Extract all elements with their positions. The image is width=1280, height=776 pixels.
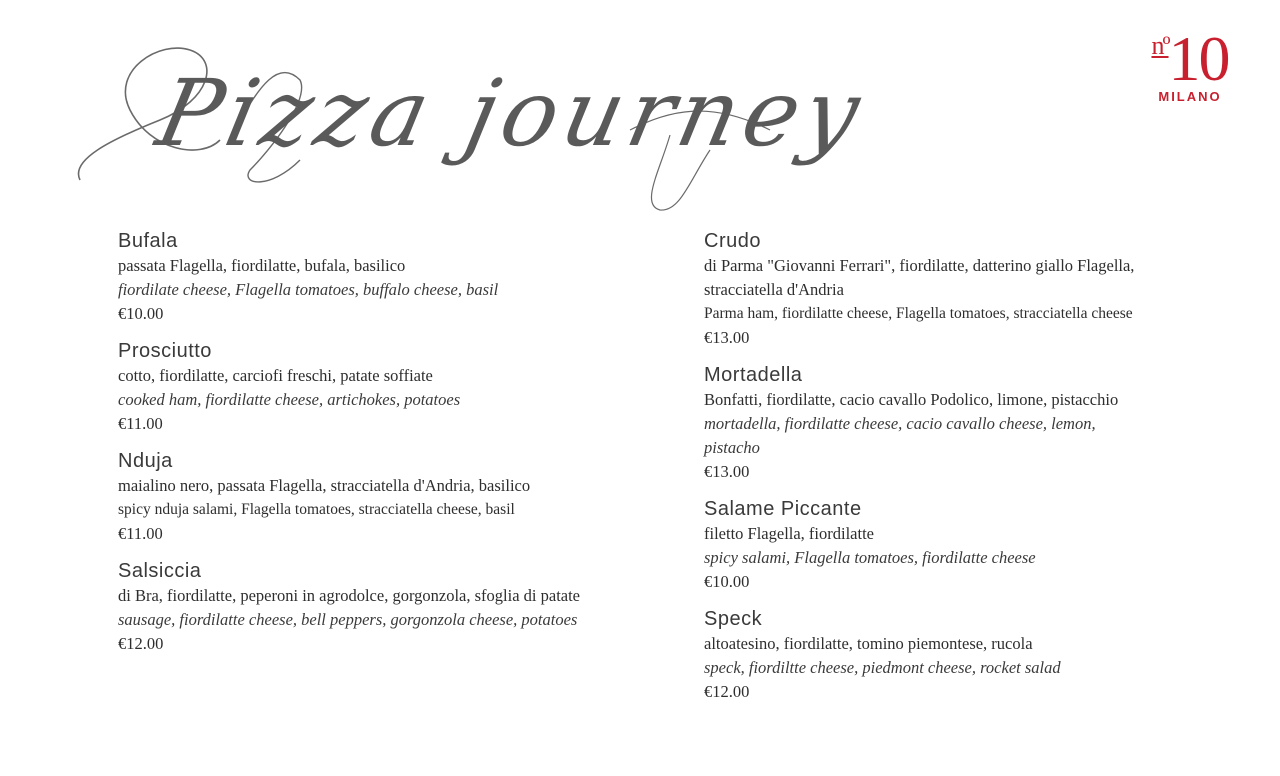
menu-item-italian-description: altoatesino, fiordilatte, tomino piemontese, rucola (704, 634, 1033, 653)
menu-item-italian-description: filetto Flagella, fiordilatte (704, 524, 874, 543)
menu-item-english-description: Parma ham, fiordilatte cheese, Flagella tomatoes, stracciatella cheese (704, 305, 1133, 322)
menu-item-name: Mortadella (704, 364, 803, 386)
menu-item-prosciutto (118, 338, 588, 436)
menu-item-price: €12.00 (118, 634, 164, 653)
logo-number-prefix: nº (1151, 31, 1169, 60)
menu-item-name: Nduja (118, 450, 173, 472)
menu-item-crudo (704, 228, 1144, 350)
menu-item-price: €11.00 (118, 524, 163, 543)
menu-item-price: €10.00 (118, 304, 164, 323)
menu-item-name: Salame Piccante (704, 498, 862, 520)
menu-item-price: €11.00 (118, 414, 163, 433)
menu-item-english-description: spicy salami, Flagella tomatoes, fiordilatte cheese (704, 548, 1036, 567)
menu-item-english-description: cooked ham, fiordilatte cheese, artichokes, potatoes (118, 390, 461, 409)
menu-item-italian-description: maialino nero, passata Flagella, stracciatella d'Andria, basilico (118, 476, 531, 495)
menu-item-name: Crudo (704, 230, 761, 252)
logo-number: 10 (1168, 23, 1229, 94)
logo-mark (1140, 14, 1240, 94)
menu-item-mortadella (704, 362, 1144, 484)
menu-item-english-description: spicy nduja salami, Flagella tomatoes, stracciatella cheese, basil (118, 501, 515, 518)
menu-item-price: €13.00 (704, 462, 750, 481)
menu-item-italian-description: cotto, fiordilatte, carciofi freschi, patate soffiate (118, 366, 433, 385)
menu-item-english-description: mortadella, fiordilatte cheese, cacio cavallo cheese, lemon, pistacho (704, 414, 1096, 457)
menu-item-italian-description: passata Flagella, fiordilatte, bufala, basilico (118, 256, 406, 275)
menu-item-name: Bufala (118, 230, 178, 252)
menu-item-english-description: sausage, fiordilatte cheese, bell peppers, gorgonzola cheese, potatoes (118, 610, 578, 629)
menu-item-italian-description: di Bra, fiordilatte, peperoni in agrodolce, gorgonzola, sfoglia di patate (118, 586, 581, 605)
menu-item-english-description: speck, fiordiltte cheese, piedmont cheese, rocket salad (704, 658, 1061, 677)
menu-item-salsiccia (118, 558, 588, 656)
menu-item-italian-description: Bonfatti, fiordilatte, cacio cavallo Podolico, limone, pistacchio (704, 390, 1119, 409)
menu-column-right (704, 228, 1144, 716)
menu-item-name: Speck (704, 608, 763, 630)
menu-item-name: Salsiccia (118, 560, 202, 582)
menu-item-nduja (118, 448, 588, 546)
menu-item-italian-description: di Parma "Giovanni Ferrari", fiordilatte, datterino giallo Flagella, stracciatella d'Andria (704, 256, 1135, 299)
menu-item-english-description: fiordilate cheese, Flagella tomatoes, buffalo cheese, basil (118, 280, 499, 299)
menu-column-left (118, 228, 588, 668)
menu-item-price: €10.00 (704, 572, 750, 591)
menu-item-price: €13.00 (704, 328, 750, 347)
logo-city: MILANO (1158, 89, 1222, 104)
page-title: Pizza journey (148, 60, 875, 167)
menu-item-name: Prosciutto (118, 340, 212, 362)
menu-item-salame-piccante (704, 496, 1144, 594)
restaurant-logo (1140, 14, 1240, 104)
menu-item-speck (704, 606, 1144, 704)
menu-item-price: €12.00 (704, 682, 750, 701)
menu-title-area (70, 20, 875, 220)
menu-item-bufala (118, 228, 588, 326)
